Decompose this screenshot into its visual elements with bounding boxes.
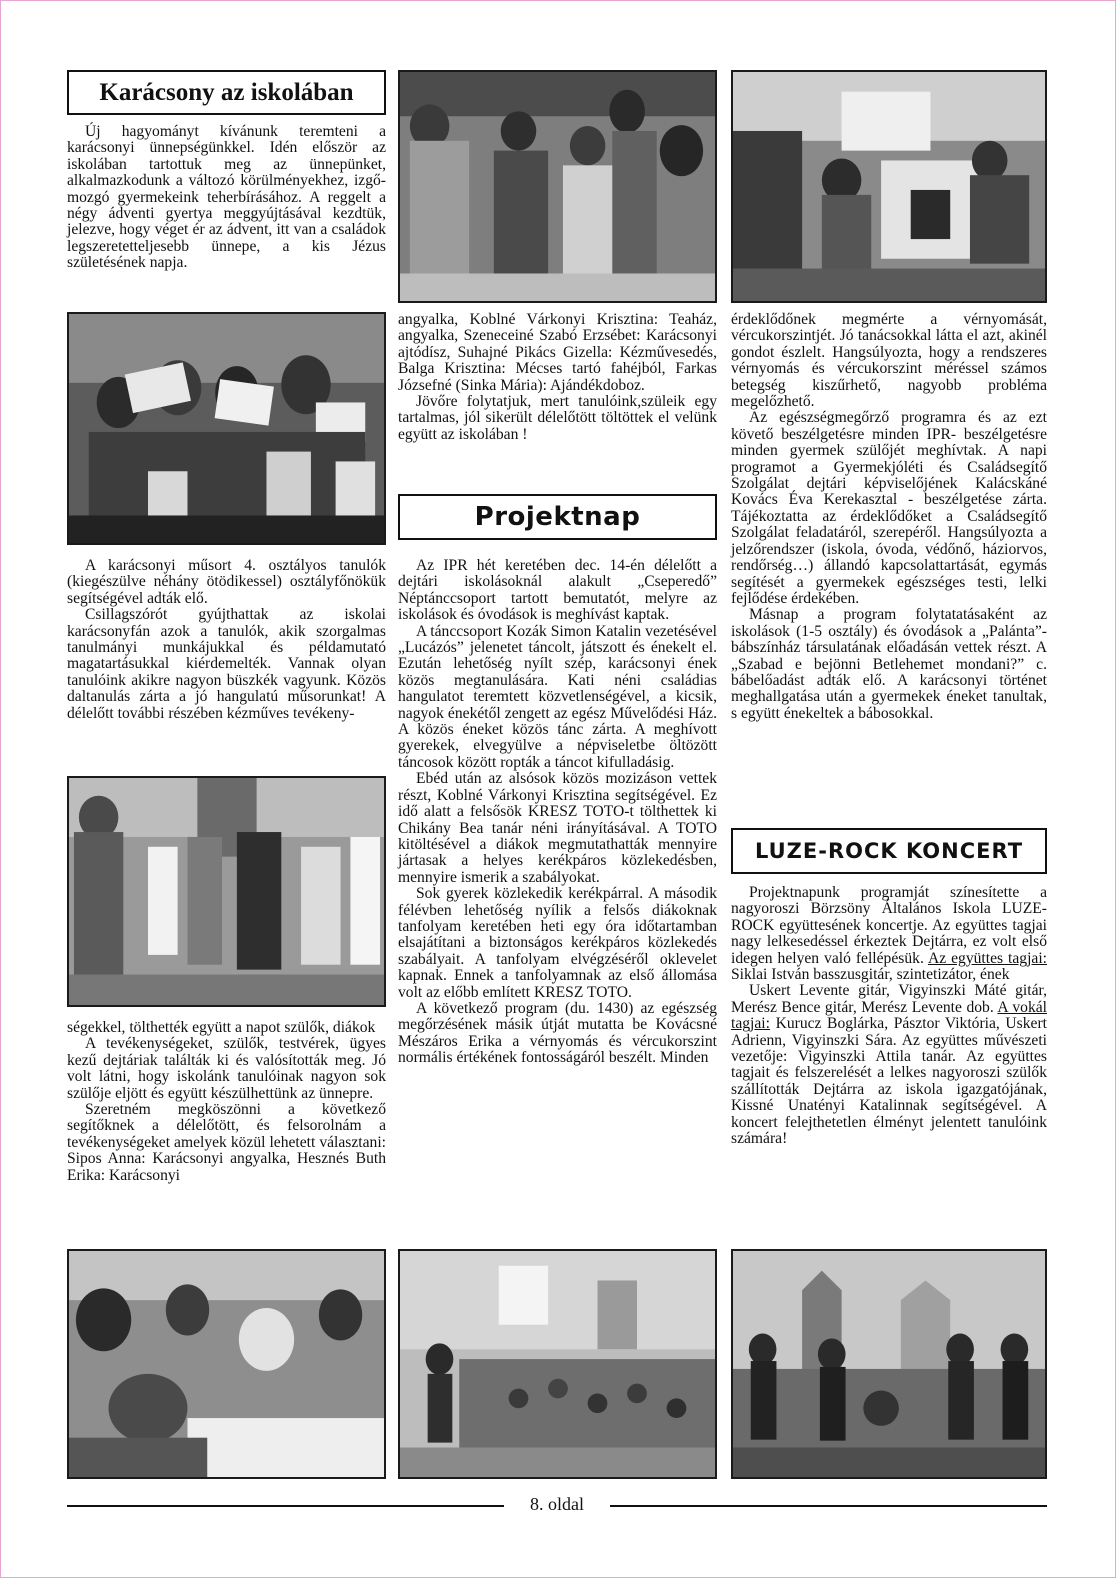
luze-vocal-label: A vokál tagjai: — [731, 998, 1047, 1033]
karacsony-para-2: A karácsonyi műsort 4. osztályos tanulók (kiegészülve néhány ötödikessel) osztályfőnökük segítségével adták elő. — [67, 557, 386, 607]
page-number: 8. oldal — [530, 1494, 584, 1514]
luze-body — [731, 885, 1047, 1148]
photo-school-performance — [67, 776, 386, 1007]
karacsony-para-3: Csillagszórót gyújthattak az iskolai karácsonyfán azok a tanulók, akik szorgalmas tanulmányi munkájukkal és példamutató magatartásukkal kiérdemelték. Vannak olyan tanulóink akikre nagyon büszkék vagyunk. Közös daltanulás zárta a jó hangulatú műsorunkat! A délelőtt további részében kézműves tevékeny- — [67, 606, 386, 722]
photo-crafts-table — [67, 1249, 386, 1479]
karacsony-body-1 — [67, 558, 386, 722]
headline-projektnap-text: Projektnap — [474, 502, 641, 532]
karacsony-body-2 — [67, 1020, 386, 1184]
luze-members-1: Siklai István basszusgitár, szintetizátor, ének — [731, 966, 1010, 984]
headline-projektnap — [398, 494, 717, 540]
karacsony-body-3 — [398, 312, 717, 443]
photo-rock-concert — [731, 1249, 1047, 1479]
luze-vocal-rest: Kurucz Boglárka, Pásztor Viktória, Uskert Adrienn, Vigyinszki Sára. Az együttes művészeti vezetője: Vigyinszki Attila tanár. Az együttes tagjait és felszerelését a lelkes nagyoroszi szülők szállították Dejtárra az iskola igazgatójának, Kissné Unatényi Katalinnak segítségével. A koncert felejthetetlen élményt jelentett tanulóink számára! — [731, 1015, 1047, 1148]
headline-karacsony — [67, 70, 386, 115]
photo-puppet-show — [398, 1249, 717, 1479]
karacsony-para-5: Szeretném megköszönni a következő segítőknek a délelőtött, és felsorolnám a tevékenységeket amelyek közül lehetett választani: Sipos Anna: Karácsonyi angyalka, Hesznés Buth Erika: Karácsonyi — [67, 1101, 386, 1184]
projektnap-para-2: A tánccsoport Kozák Simon Katalin vezetésével „Lucázós” jelenetet táncolt, játszott és énekelt el. Ezután lehetőség nyílt szép, karácsonyi ének közös megtanulására. Kati néni családias hangulatot teremtett közvetlenségével, a kicsik, nagyok énekétől zengett az egész Művelődési Ház. A közös éneket közös tánc zárta. A meghívott gyerekek, elvegyülve a népviseletbe öltözött táncosok között ropták a táncot kifulladásig. — [398, 622, 717, 771]
projektnap-para-3: Ebéd után az alsósok közös mozizáson vettek részt, Koblné Várkonyi Krisztina segítségével. Ez idő alatt a felsősök KRESZ TOTO-t tölthettek ki Chikány Bea tanár néni irányításával. A TOTO kitöltésével a diákok megmutathatták mennyire jártasak a helyes kerékpáros közlekedésben, mennyire ismerik a szabályokat. — [398, 770, 717, 886]
karacsony-para-3-cont: ségekkel, tölthették együtt a napot szülők, diákok — [67, 1019, 376, 1036]
photo-rock-concert-image — [733, 1251, 1045, 1477]
projektnap-body-1 — [398, 558, 717, 1067]
luze-para-2-text: Uskert Levente gitár, Vigyinszki Máté gitár, Merész Bence gitár, Merész Levente dob. — [731, 982, 1047, 1016]
luze-para-1-text: Projektnapunk programját színesítette a nagyoroszi Börzsöny Általános Iskola LUZE-ROCK együttesének koncertje. Az együttes tagjai nagy lelkesedéssel érkeztek Dejtárra, ez volt első idegen helyen való fellépésük. — [731, 884, 1047, 967]
luze-para-1 — [731, 885, 1047, 983]
photo-puppet-show-image — [400, 1251, 715, 1477]
footer-rule-right — [610, 1505, 1047, 1507]
photo-health-screening-image — [733, 72, 1045, 301]
projektnap-para-5-cont: érdeklődőnek megmérte a vérnyomását, vércukorszintjét. Jó tanácsokkal látta el azt, akinél gondot észlelt. Hangsúlyozta, hogy a rendszeres vérnyomás és vércukorszint méréssel számos betegség kiszűrhető, nagyobb probléma megelőzhető. — [731, 311, 1047, 411]
photo-crafts-table-image — [69, 1251, 384, 1477]
projektnap-para-7: Másnap a program folytatatásaként az iskolások (1-5 osztály) és óvodások a „Palánta”- bábszínház társulatának előadásán vettek részt. A „Szabad e bejönni Betlehemet mondani?” c. bábelőadást adták elő. A karácsonyi történet meghallgatása után a gyermekek éneket tanultak, s együtt énekeltek a bábosokkal. — [731, 606, 1047, 722]
karacsony-intro-para: Új hagyományt kívánunk teremteni a karácsonyi ünnepségünkkel. Idén először az iskolában tartottuk meg az ünnepünket, alkalmazkodunk a változó körülményekhez, izgő-mozgó gyermekeink teherbírásához. A reggelt a négy ádventi gyertya meggyújtásával kezdtük, jelezve, hogy véget ér az ádvent, itt van a családok legszeretetteljesebb ünnepe, a kis Jézus születésének napja. — [67, 123, 386, 272]
photo-school-performance-image — [69, 778, 384, 1005]
page-footer — [67, 1494, 1047, 1520]
headline-luze-rock — [731, 828, 1047, 874]
projektnap-body-2 — [731, 312, 1047, 722]
karacsony-intro — [67, 124, 386, 272]
photo-crafts-kids — [398, 70, 717, 303]
projektnap-para-6: Az egészségmegőrző programra és az ezt követő beszélgetésre minden IPR- beszélgetésre minden gyermek szülőjét meghívtak. A napi programot a Gyermekjóléti és Családsegítő Szolgálat dejtári képviselőjének Kalácskáné Kovács Éva Kerekasztal - beszélgetése zárta. Tájékoztatta az érdeklődőket a Családsegítő Szolgálat feladatáról, szerepéről. Hangsúlyozta a jelzőrendszer (iskola, óvoda, védőnő, háziorvos, rendőrség…) állandó kapcsolattartását, egymás segítését a gyermekek egészséges testi, lelki fejlődése érdekében. — [731, 409, 1047, 607]
headline-karacsony-text: Karácsony az iskolában — [99, 78, 354, 106]
projektnap-para-4: Sok gyerek közlekedik kerékpárral. A második félévben lehetőség nyílik a felsős diákoknak tanfolyam keretében heti egy óra időtartamban elsajátítani a biztonságos kerékpáros közlekedés szabályait. A tanfolyam elvégzéséről oklevelet kapnak. Ennek a tanfolyamnak az első állomása volt az előbb említett KRESZ TOTO. — [398, 885, 717, 1001]
photo-health-screening — [731, 70, 1047, 303]
karacsony-para-6: Jövőre folytatjuk, mert tanulóink,szüleik egy tartalmas, jól sikerült délelőtött töltöttek el velünk együtt az iskolában ! — [398, 393, 717, 443]
photo-candle-singers-image — [69, 314, 384, 543]
karacsony-para-5-cont: angyalka, Koblné Várkonyi Krisztina: Teaház, angyalka, Szeneceiné Szabó Erzsébet: Karácsonyi ajtódísz, Suhajné Pikács Gizella: Kézművesedés, Balga Krisztina: Mécses tartó fahéjból, Farkas Józsefné (Sinka Mária): Ajándékdoboz. — [398, 311, 717, 394]
headline-luze-rock-text: LUZE-ROCK KONCERT — [754, 839, 1024, 863]
luze-para-2 — [731, 983, 1047, 1147]
projektnap-para-1: Az IPR hét keretében dec. 14-én délelőtt a dejtári iskolásoknál alakult „Cseperedő” Néptánccsoport tartott bemutatót, melyre az iskolások és óvodások is meghívást kaptak. — [398, 557, 717, 624]
photo-candle-singers — [67, 312, 386, 545]
karacsony-para-4: A tevékenységeket, szülők, testvérek, ügyes kezű dejtáriak találták ki és valósították meg. Jó volt látni, hogy iskolánk tanulóinak nagyon sok szülője eljött és együtt készülhettünk az ünnepre. — [67, 1035, 386, 1102]
photo-crafts-kids-image — [400, 72, 715, 301]
luze-members-label: Az együttes tagjai: — [927, 949, 1047, 967]
projektnap-para-5: A következő program (du. 1430) az egészség megőrzésének másik útját mutatta be Kovácsné Mészáros Erika a vérnyomás és vércukorszint normális értékének fontosságáról beszélt. Minden — [398, 999, 717, 1067]
